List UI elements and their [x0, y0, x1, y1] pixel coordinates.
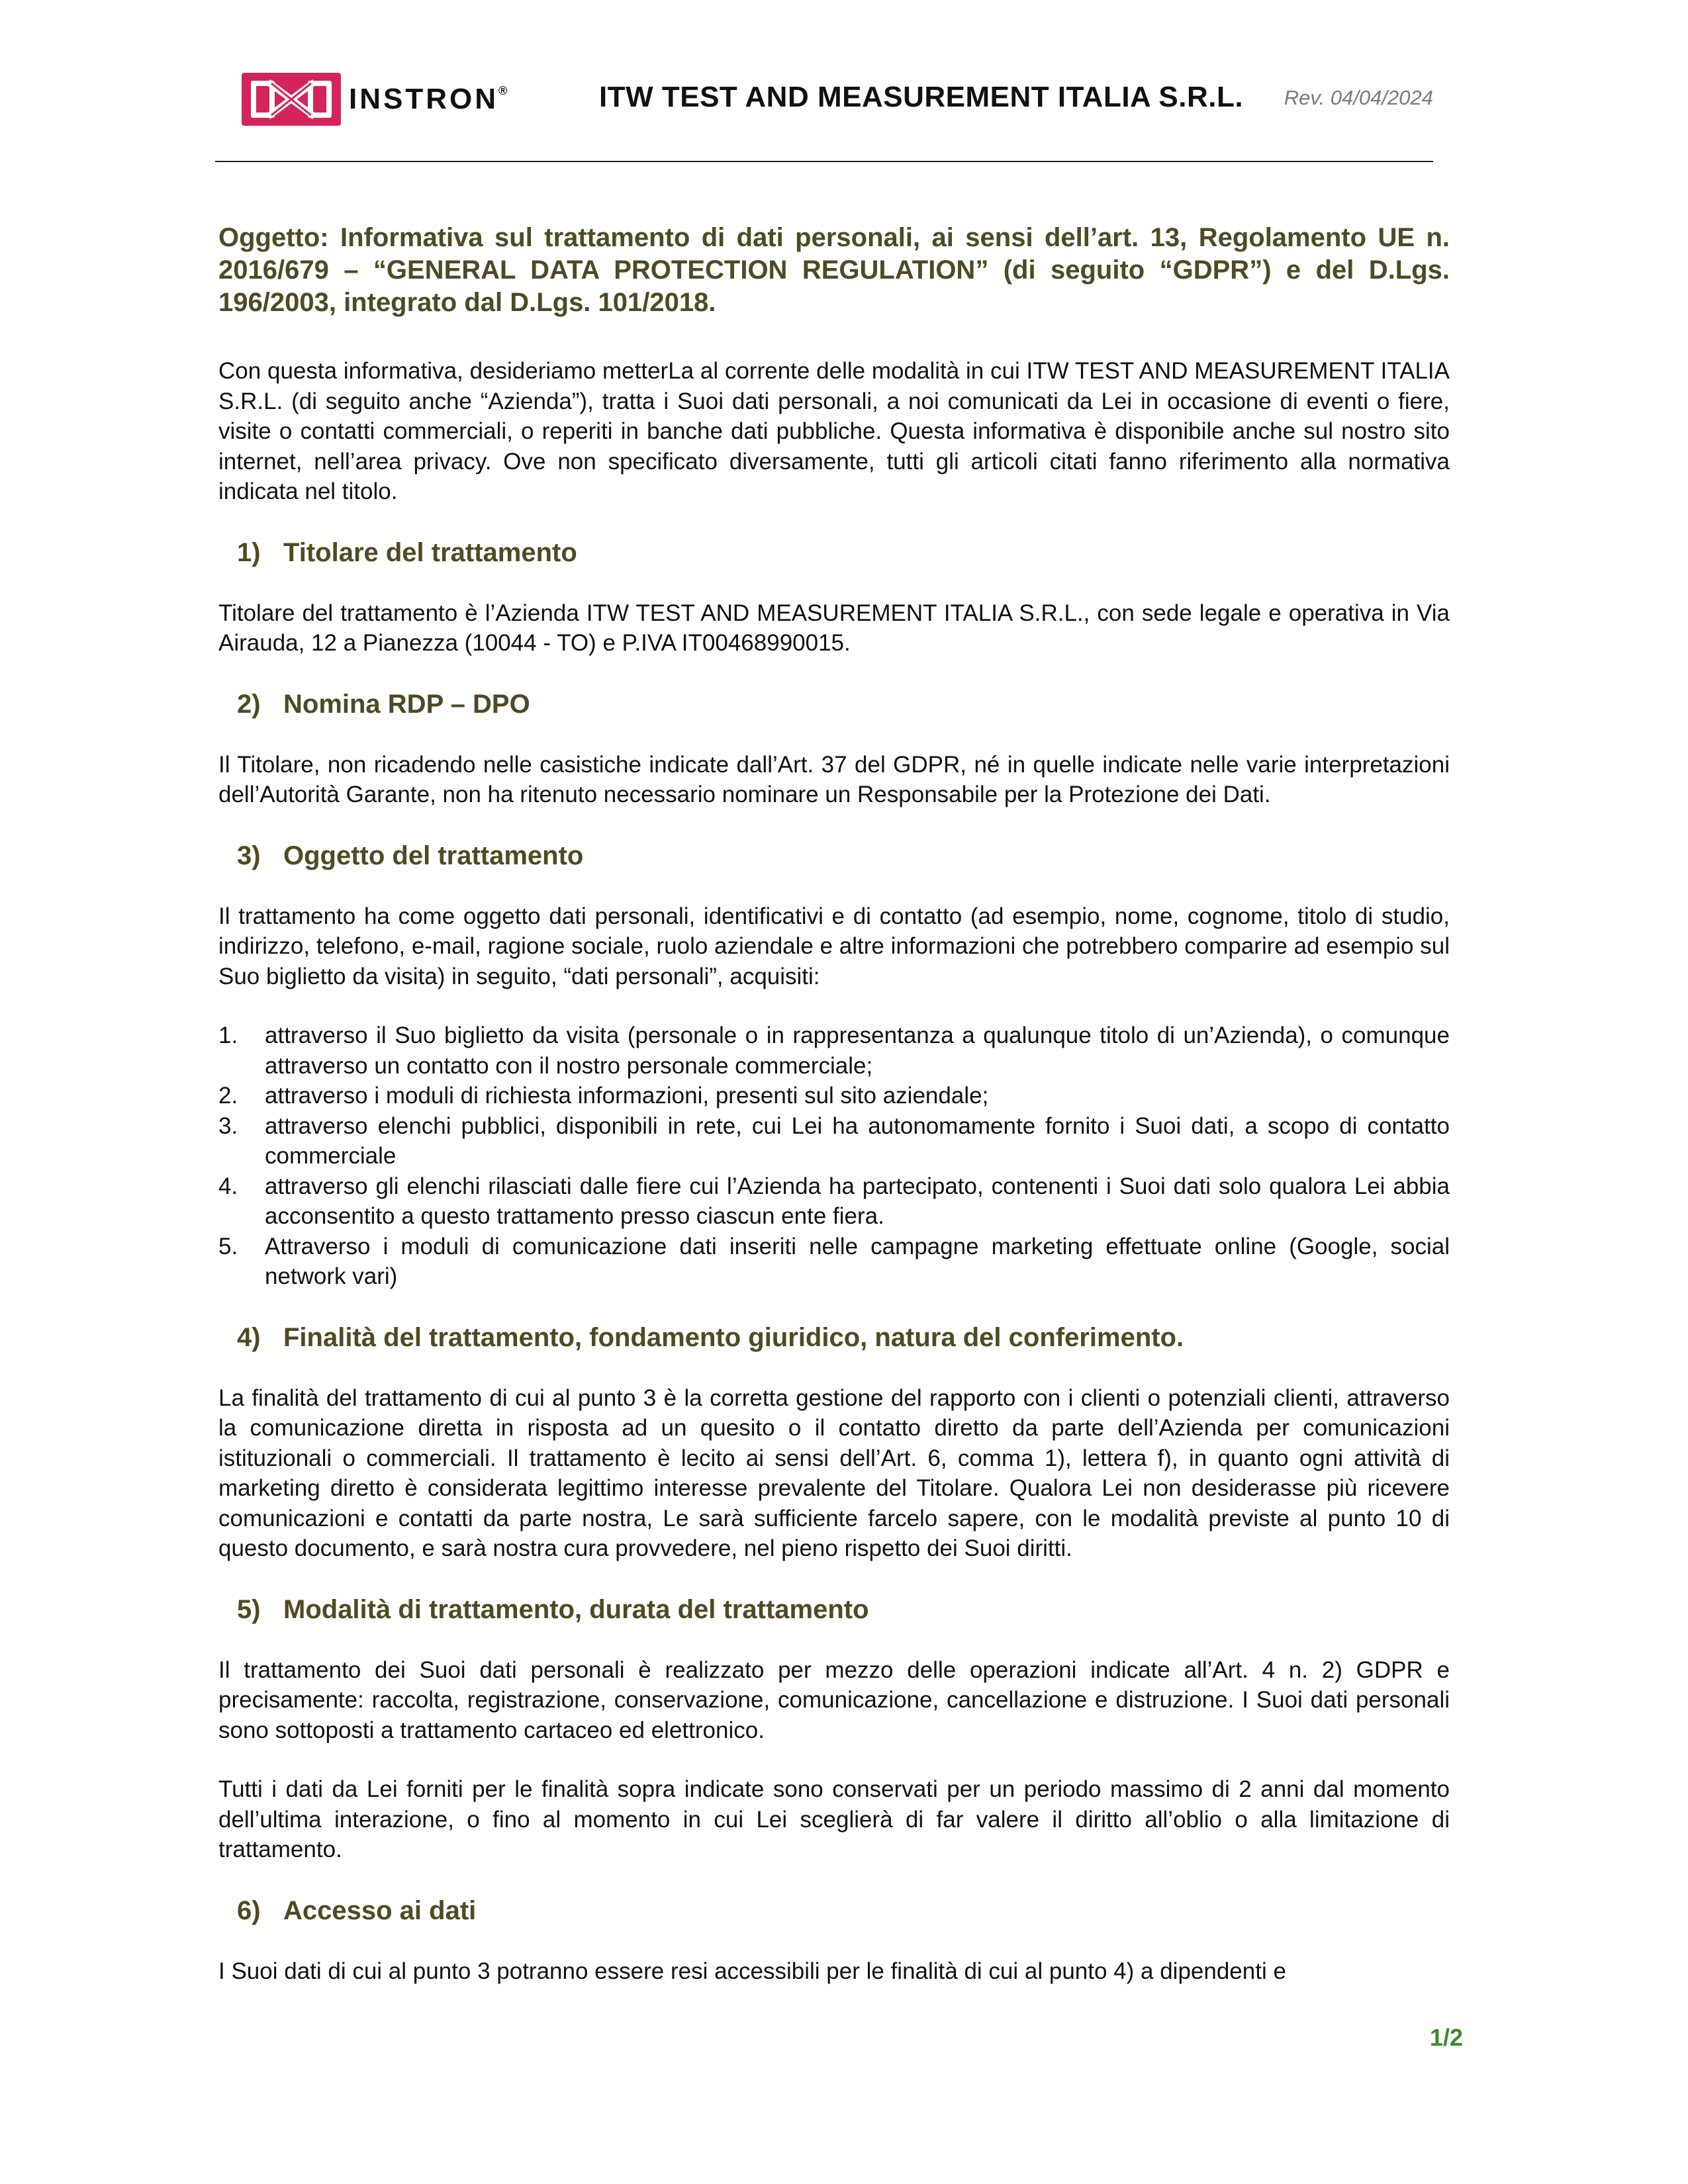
- list-item-text: attraverso il Suo biglietto da visita (personale o in rappresentanza a qualunque titolo di un’Azienda), o comunque attraverso un contatto con il nostro personale commerciale;: [265, 1023, 1450, 1079]
- section-heading: [218, 1593, 1450, 1626]
- section-heading: [218, 839, 1450, 872]
- instron-logo: [242, 73, 507, 126]
- acquisition-list: [218, 1021, 1450, 1292]
- header-divider: [215, 161, 1433, 162]
- section-number: 1): [237, 537, 261, 567]
- list-item: [218, 1021, 1450, 1081]
- page-number: 1/2: [1430, 2024, 1464, 2051]
- subject-heading: Oggetto: Informativa sul trattamento di dati personali, ai sensi dell’art. 13, Regolamento UE n. 2016/679 – “GENERAL DATA PROTECTION REGULATION” (di seguito “GDPR”) e del D.Lgs. 196/2003, integrato dal D.Lgs. 101/2018.: [218, 223, 1450, 317]
- list-item: [218, 1111, 1450, 1171]
- list-item-text: attraverso i moduli di richiesta informazioni, presenti sul sito aziendale;: [265, 1083, 989, 1109]
- section-title: Modalità di trattamento, durata del trattamento: [283, 1594, 869, 1624]
- intro-paragraph: Con questa informativa, desideriamo metterLa al corrente delle modalità in cui ITW TEST AND MEASUREMENT ITALIA S.R.L. (di seguito anche “Azienda”), tratta i Suoi dati personali, a noi comunicati da Lei in occasione di eventi o fiere, visite o contatti commerciali, o reperiti in banche dati pubbliche. Questa informativa è disponibile anche sul nostro sito internet, nell’area privacy. Ove non specificato diversamente, tutti gli articoli citati fanno riferimento alla normativa indicata nel titolo.: [218, 358, 1450, 504]
- list-item-number: 5.: [218, 1233, 238, 1259]
- section-paragraph: Il trattamento ha come oggetto dati personali, identificativi e di contatto (ad esempio, nome, cognome, titolo di studio, indirizzo, telefono, e-mail, ragione sociale, ruolo aziendale e altre informazioni che potrebbero comparire ad esempio sul Suo biglietto da visita) in seguito, “dati personali”, acquisiti:: [218, 903, 1450, 989]
- section-title: Accesso ai dati: [283, 1895, 477, 1925]
- section-number: 3): [237, 841, 261, 870]
- section-paragraph: Tutti i dati da Lei forniti per le finalità sopra indicate sono conservati per un periodo massimo di 2 anni dal momento dell’ultima interazione, o fino al momento in cui Lei sceglierà di far valere il diritto all’oblio o alla limitazione di trattamento.: [218, 1776, 1450, 1862]
- section-number: 5): [237, 1594, 261, 1624]
- list-item-number: 3.: [218, 1113, 238, 1139]
- list-item-text: attraverso elenchi pubblici, disponibili in rete, cui Lei ha autonomamente fornito i Suoi dati, a scopo di contatto commerciale: [265, 1113, 1450, 1169]
- section-number: 2): [237, 689, 261, 719]
- section-title: Nomina RDP – DPO: [283, 689, 530, 719]
- section-heading: [218, 1894, 1450, 1927]
- list-item-number: 2.: [218, 1083, 238, 1109]
- list-item: [218, 1081, 1450, 1111]
- document-body: [218, 222, 1450, 2015]
- section-paragraph: I Suoi dati di cui al punto 3 potranno essere resi accessibili per le finalità di cui al punto 4) a dipendenti e: [218, 1958, 1286, 1984]
- list-item-number: 1.: [218, 1023, 238, 1048]
- list-item-number: 4.: [218, 1173, 238, 1199]
- section-heading: [218, 1321, 1450, 1354]
- section-heading: [218, 688, 1450, 721]
- section-paragraph: Il trattamento dei Suoi dati personali è realizzato per mezzo delle operazioni indicate all’Art. 4 n. 2) GDPR e precisamente: raccolta, registrazione, conservazione, comunicazione, cancellazione e distruzione. I Suoi dati personali sono sottoposti a trattamento cartaceo ed elettronico.: [218, 1657, 1450, 1743]
- section-paragraph: Titolare del trattamento è l’Azienda ITW TEST AND MEASUREMENT ITALIA S.R.L., con sede legale e operativa in Via Airauda, 12 a Pianezza (10044 - TO) e P.IVA IT00468990015.: [218, 600, 1450, 656]
- logo-wordmark: INSTRON®: [349, 83, 508, 115]
- list-item-text: attraverso gli elenchi rilasciati dalle fiere cui l’Azienda ha partecipato, contenenti i Suoi dati solo qualora Lei abbia acconsentito a questo trattamento presso ciascun ente fiera.: [265, 1173, 1450, 1229]
- section-paragraph: La finalità del trattamento di cui al punto 3 è la corretta gestione del rapporto con i clienti o potenziali clienti, attraverso la comunicazione diretta in risposta ad un quesito o il contatto diretto da parte dell’Azienda per comunicazioni istituzionali o commerciali. Il trattamento è lecito ai sensi dell’Art. 6, comma 1), lettera f), in quanto ogni attività di marketing diretto è considerata legittimo interesse prevalente del Titolare. Qualora Lei non desiderasse più ricevere comunicazioni e contatti da parte nostra, Le sarà sufficiente farcelo sapere, con le modalità previste al punto 10 di questo documento, e sarà nostra cura provvedere, nel pieno rispetto dei Suoi diritti.: [218, 1385, 1450, 1561]
- section-title: Oggetto del trattamento: [283, 841, 584, 870]
- section-heading: [218, 536, 1450, 569]
- list-item: [218, 1232, 1450, 1292]
- company-name: ITW TEST AND MEASUREMENT ITALIA S.R.L.: [599, 81, 1244, 113]
- section-title: Titolare del trattamento: [283, 537, 577, 567]
- section-number: 6): [237, 1895, 261, 1925]
- list-item-text: Attraverso i moduli di comunicazione dati inseriti nelle campagne marketing effettuate online (Google, social network vari): [265, 1233, 1450, 1289]
- section-paragraph: Il Titolare, non ricadendo nelle casistiche indicate dall’Art. 37 del GDPR, né in quelle indicate nelle varie interpretazioni dell’Autorità Garante, non ha ritenuto necessario nominare un Responsabile per la Protezione dei Dati.: [218, 751, 1450, 807]
- section-number: 4): [237, 1322, 261, 1352]
- list-item: [218, 1171, 1450, 1232]
- section-title: Finalità del trattamento, fondamento giuridico, natura del conferimento.: [283, 1322, 1184, 1352]
- revision-date: Rev. 04/04/2024: [1284, 86, 1433, 109]
- page-header: [215, 66, 1433, 162]
- instron-logo-icon: [242, 73, 341, 126]
